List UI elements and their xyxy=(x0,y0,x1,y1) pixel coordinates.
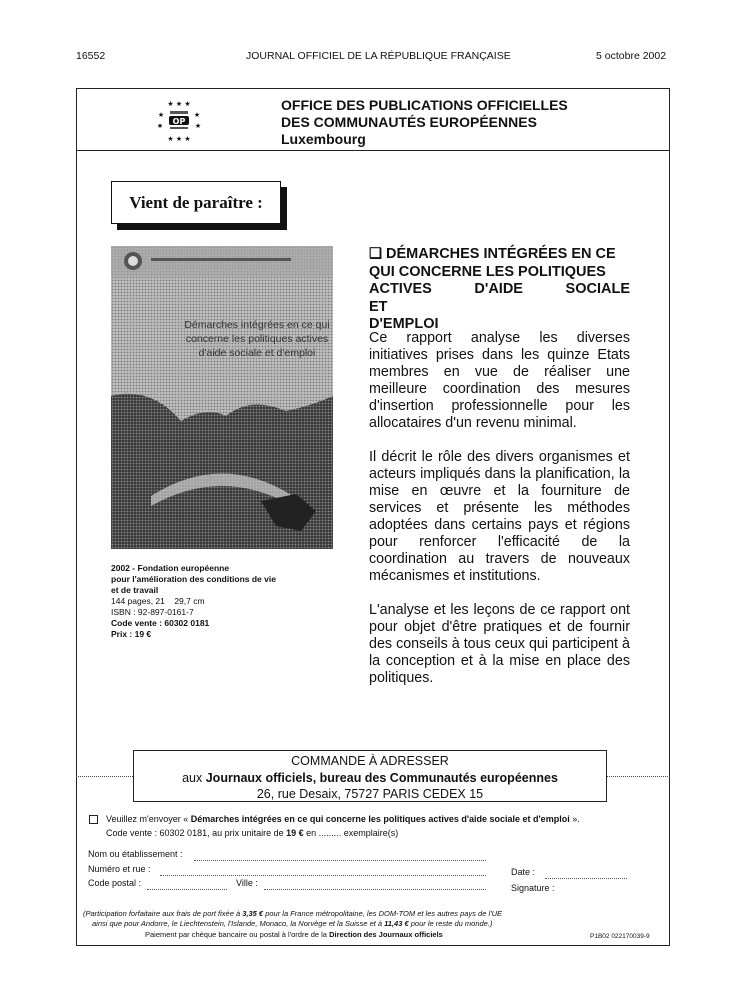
city-field[interactable] xyxy=(264,880,486,890)
article-title-line-1: ❑ DÉMARCHES INTÉGRÉES EN CE xyxy=(369,246,616,262)
date-label: Date : xyxy=(511,867,536,877)
req-e: en ......... exemplaire(s) xyxy=(303,828,399,838)
reference-code: P1B02 022170039-9 xyxy=(590,933,650,940)
foot-l2b: 11,43 € xyxy=(384,919,409,928)
header-divider xyxy=(76,150,670,151)
publisher-info-1: 2002 - Fondation européenne xyxy=(111,563,230,573)
isbn: ISBN : 92-897-0161-7 xyxy=(111,607,194,617)
req-d: 19 € xyxy=(286,828,304,838)
book-details xyxy=(111,563,311,640)
order-address: 26, rue Desaix, 75727 PARIS CEDEX 15 xyxy=(256,787,484,801)
order-recipient-name: Journaux officiels, bureau des Communautés européennes xyxy=(205,770,558,785)
book-cover-image xyxy=(111,246,333,549)
foot-l1b: 3,35 € xyxy=(242,909,264,918)
foot-l2c: pour le reste du monde.) xyxy=(408,919,493,928)
foot-l1c: pour la France métropolitaine, les DOM-TOM et les autres pays de l'UE xyxy=(263,909,502,918)
shipping-note-line-1 xyxy=(83,909,502,919)
order-address-box xyxy=(133,750,607,802)
cut-line-right xyxy=(607,776,670,777)
cut-line-left xyxy=(76,776,133,777)
publisher-info-3: et de travail xyxy=(111,585,159,595)
publisher-line-2: DES COMMUNAUTÉS EUROPÉENNES xyxy=(281,114,537,130)
price: Prix : 19 € xyxy=(111,629,152,639)
cover-title-line-3: d'aide sociale et d'emploi xyxy=(198,347,316,359)
eu-publications-logo-icon xyxy=(155,99,203,143)
article-title-line-3-text: ACTIVES D'AIDE SOCIALE ET xyxy=(369,281,630,315)
publisher-info-2: pour l'amélioration des conditions de vie xyxy=(111,574,276,584)
street-label: Numéro et rue : xyxy=(88,864,151,874)
article-title-line-2: QUI CONCERNE LES POLITIQUES xyxy=(369,263,606,280)
postcode-label: Code postal : xyxy=(88,878,142,888)
req-a: Veuillez m'envoyer « xyxy=(106,814,191,824)
order-request-text xyxy=(106,812,586,840)
foot-l3b: Direction des Journaux officiels xyxy=(329,930,443,939)
foot-l1a: (Participation forfaitaire aux frais de port fixée à xyxy=(83,909,243,918)
new-release-label: Vient de paraître : xyxy=(111,181,281,224)
page-number: 16552 xyxy=(76,50,106,62)
req-c: ». Code vente : 60302 0181, au prix unitaire de xyxy=(106,814,580,838)
svg-text:★: ★ xyxy=(194,122,202,130)
article-title-line-3 xyxy=(369,281,630,316)
svg-text:OP: OP xyxy=(172,117,186,126)
city-label: Ville : xyxy=(236,878,258,888)
street-field[interactable] xyxy=(160,866,486,876)
journal-title: JOURNAL OFFICIEL DE LA RÉPUBLIQUE FRANÇAISE xyxy=(246,50,511,62)
cover-title-line-2: concerne les politiques actives xyxy=(185,333,329,345)
shipping-note-line-2 xyxy=(92,919,492,929)
sales-code: Code vente : 60302 0181 xyxy=(111,618,210,628)
article-paragraph-2: Il décrit le rôle des divers organismes et acteurs impliqués dans la planification, la mise en œuvre et la fourniture de services et présente les méthodes adoptées dans certains pays et régions pour renforcer l'efficacité de la coordination au travers de nouveaux mécanismes et institutions. xyxy=(369,449,630,584)
signature-label: Signature : xyxy=(511,883,555,893)
name-field[interactable] xyxy=(194,851,486,861)
payment-note xyxy=(145,930,443,940)
issue-date: 5 octobre 2002 xyxy=(596,50,667,62)
page-count: 144 pages, 21 29,7 cm xyxy=(111,596,205,606)
svg-text:★ ★ ★: ★ ★ ★ xyxy=(167,135,191,143)
date-field[interactable] xyxy=(545,869,627,879)
order-recipient-prefix: aux xyxy=(182,770,206,785)
order-recipient xyxy=(134,770,606,787)
article-paragraph-1: Ce rapport analyse les diverses initiatives prises dans les quinze Etats membres en vue de réaliser une meilleure coordination des mesures d'insertion professionnelle pour les allocataires d'un revenu minimal. xyxy=(369,330,630,431)
cover-title-line-1: Démarches intégrées en ce qui xyxy=(184,319,330,331)
svg-text:★: ★ xyxy=(157,111,165,119)
req-b: Démarches intégrées en ce qui concerne les politiques actives d'aide sociale et d'emploi xyxy=(190,814,570,824)
publisher-line-3: Luxembourg xyxy=(281,131,366,147)
new-release-banner xyxy=(111,181,281,224)
foot-l3a: Paiement par chèque bancaire ou postal à l'ordre de la xyxy=(145,930,330,939)
order-checkbox[interactable] xyxy=(89,815,98,824)
svg-text:★: ★ xyxy=(156,122,164,130)
name-label: Nom ou établissement : xyxy=(88,849,183,859)
foot-l2a: ainsi que pour Andorre, le Liechtenstein, l'Islande, Monaco, la Norvège et la Suisse et à xyxy=(92,919,385,928)
order-heading: COMMANDE À ADRESSER xyxy=(291,754,449,768)
svg-text:★: ★ xyxy=(193,111,201,119)
publisher-line-1: OFFICE DES PUBLICATIONS OFFICIELLES xyxy=(281,97,568,113)
publisher-heading xyxy=(281,97,568,148)
postcode-field[interactable] xyxy=(147,880,227,890)
article-title-line-4: D'EMPLOI xyxy=(369,316,439,332)
article-title xyxy=(369,246,630,334)
svg-text:★ ★ ★: ★ ★ ★ xyxy=(167,100,191,108)
article-paragraph-3: L'analyse et les leçons de ce rapport ont pour objet d'être pratiques et de fournir des conseils à tous ceux qui participent à la conception et à la mise en place des politiques. xyxy=(369,602,630,686)
